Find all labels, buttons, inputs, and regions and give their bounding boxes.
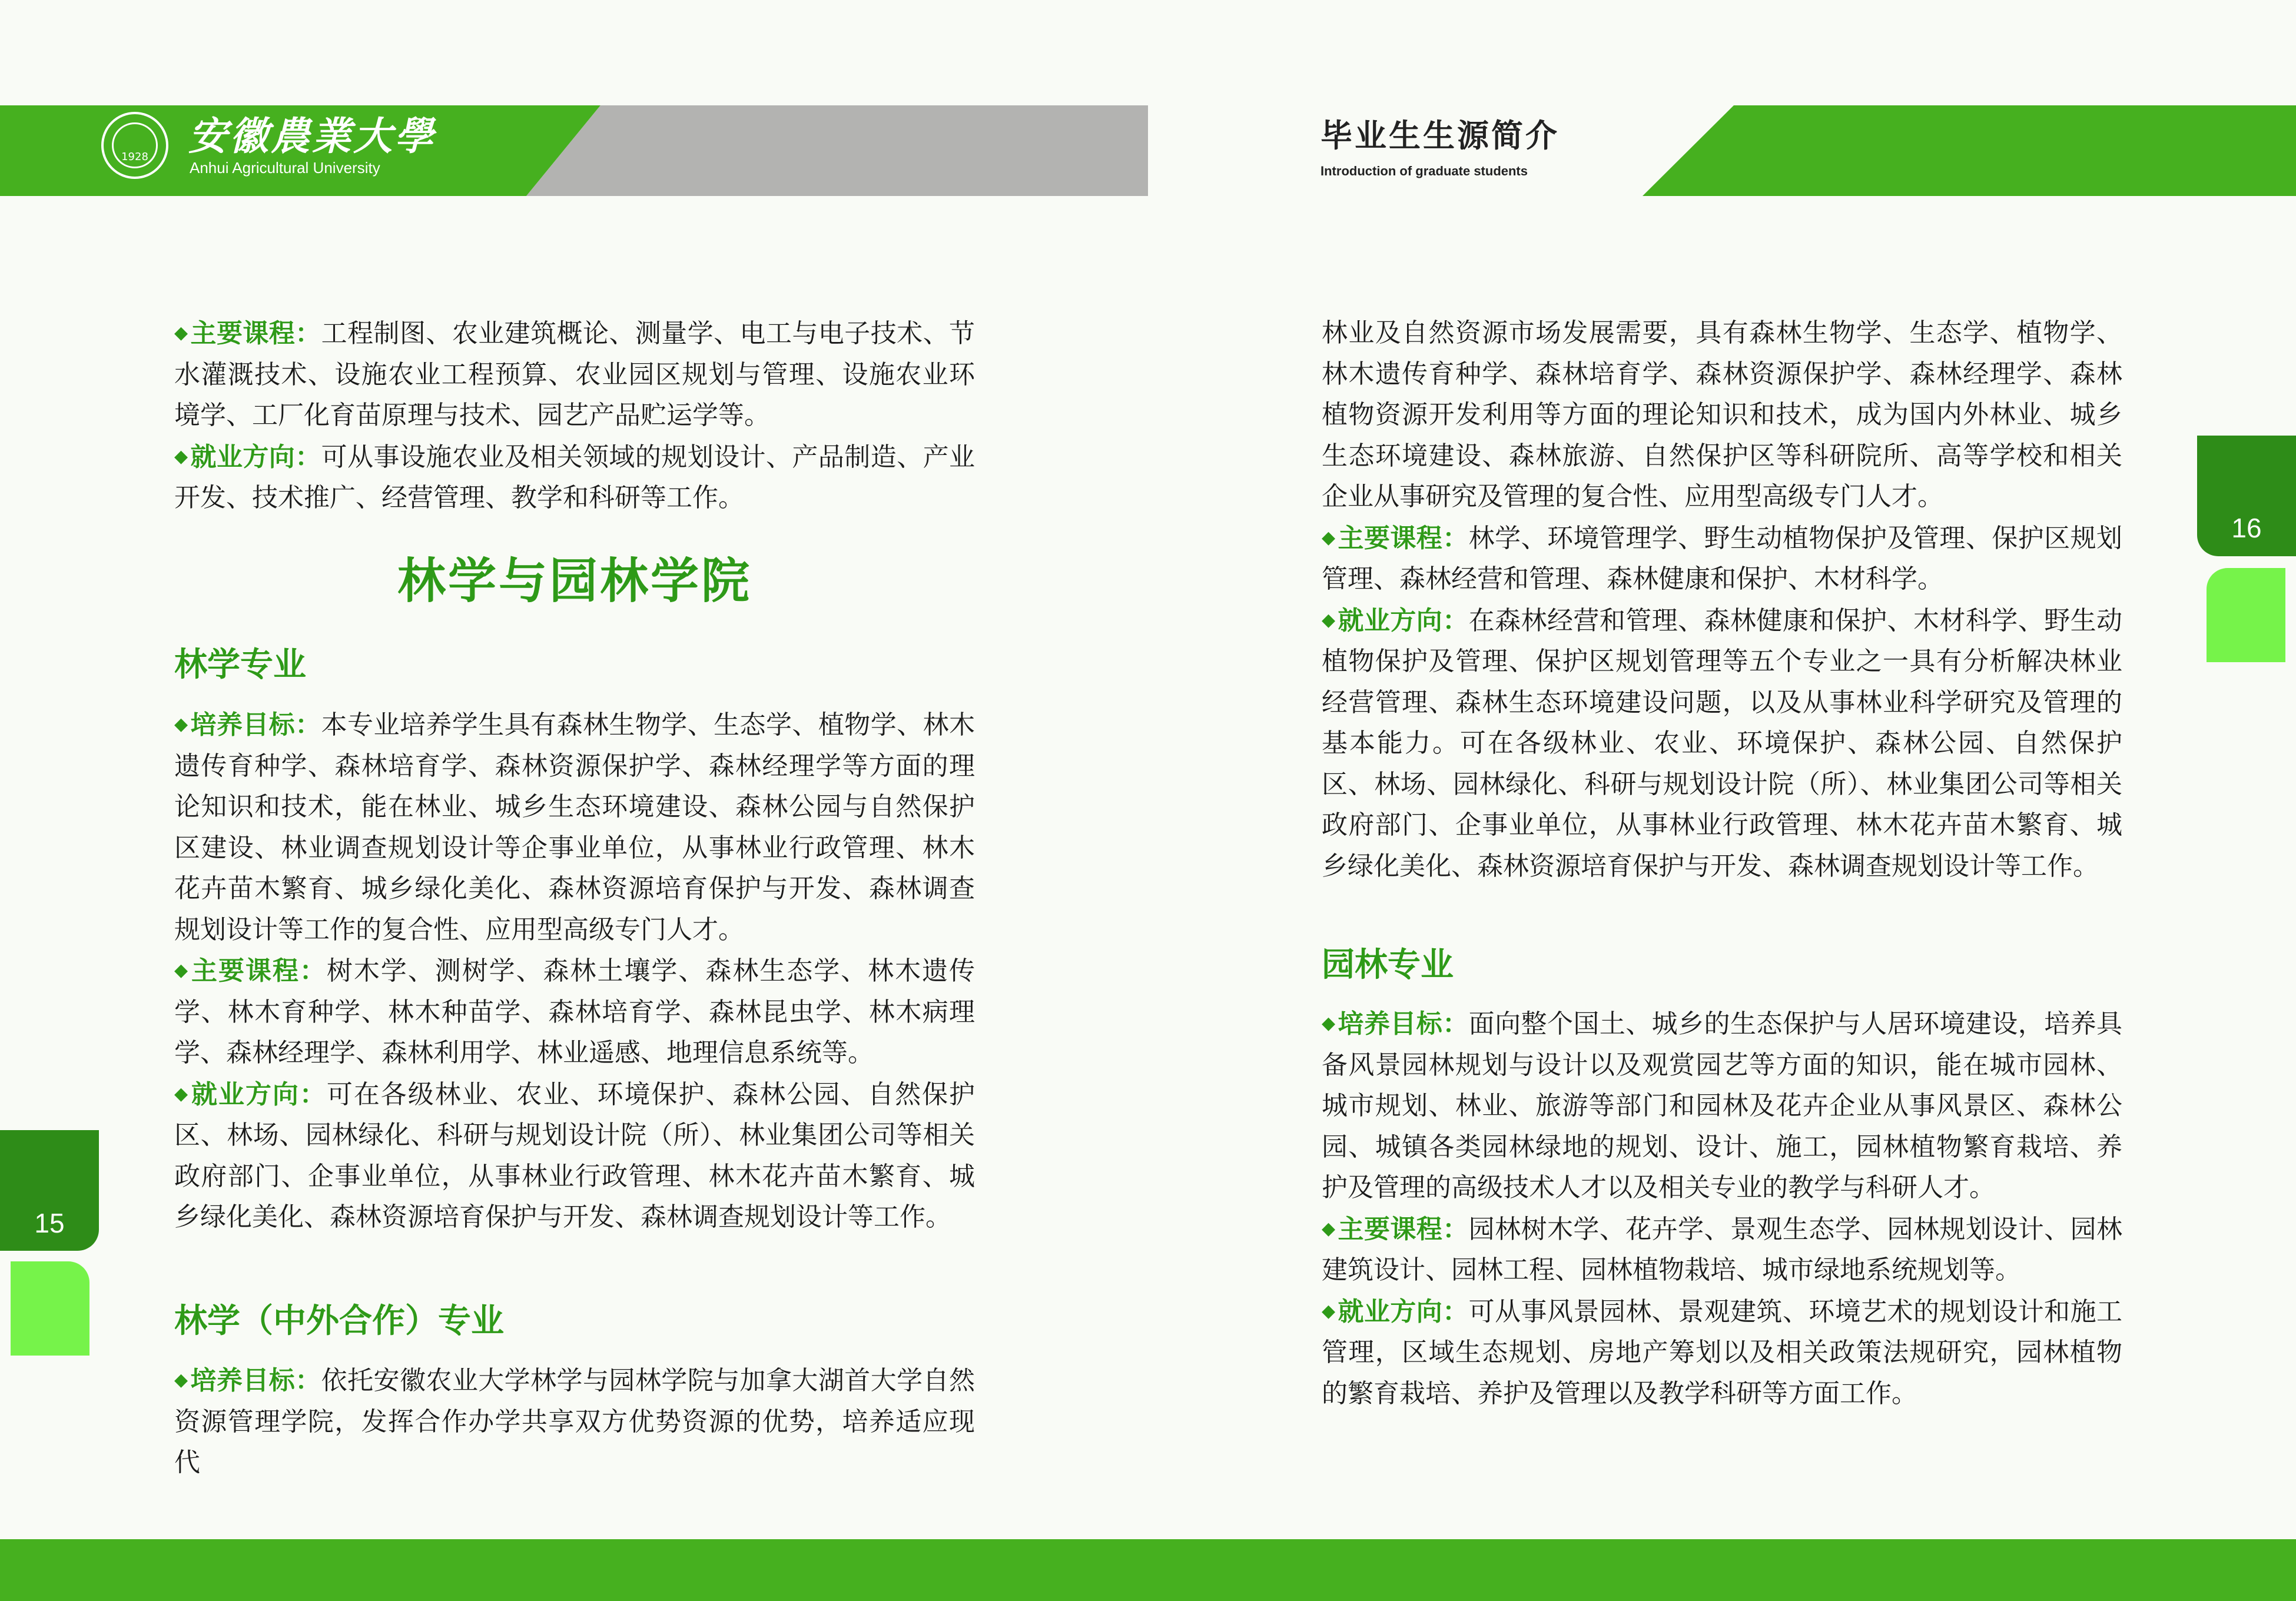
intro-jobs-paragraph: ◆就业方向：可从事设施农业及相关领域的规划设计、产品制造、产业开发、技术推广、经营管理、教学和科研等工作。 [174, 441, 976, 513]
jobs-label: 就业方向： [191, 1079, 327, 1110]
page-number-left: 15 [34, 1208, 65, 1238]
page-number-right: 16 [2231, 513, 2262, 543]
coop-goal-paragraph: ◆培养目标：依托安徽农业大学林学与园林学院与加拿大湖首大学自然资源管理学院，发挥合作办学共享双方优势资源的优势，培养适应现代 [174, 1366, 976, 1477]
jobs-text: 在森林经营和管理、森林健康和保护、木材科学、野生动植物保护及管理、保护区规划管理等五个专业之一具有分析解决林业经营管理、森林生态环境建设问题，以及从事林业科学研究及管理的基本能力。可在各级林业、农业、环境保护、森林公园、自然保护区、林场、园林绿化、科研与规划设计院（所）、林业集团公司等相关政府部门、企事业单位，从事林业行政管理、林木花卉苗木繁育、城乡绿化美化、森林资源培育保护与开发、森林调查规划设计等工作。 [1322, 605, 2123, 881]
jobs-label: 就业方向： [1338, 605, 1469, 636]
university-name-cn: 安徽農業大學 [188, 113, 436, 159]
goal-label: 培养目标： [190, 710, 321, 740]
university-name-en: Anhui Agricultural University [190, 159, 380, 177]
landscape-jobs-paragraph: ◆就业方向：可从事风景园林、景观建筑、环境艺术的规划设计和施工管理，区域生态规划、房地产筹划以及相关政策法规研究，园林植物的繁育栽培、养护及管理以及教学科研等方面工作。 [1322, 1296, 2123, 1409]
courses-label: 主要课程： [1338, 1214, 1469, 1244]
intro-courses-paragraph: ◆主要课程：工程制图、农业建筑概论、测量学、电工与电子技术、节水灌溉技术、设施农业工程预算、农业园区规划与管理、设施农业环境学、工厂化育苗原理与技术、园艺产品贮运学等。 [174, 318, 976, 430]
courses-text: 树木学、测树学、森林土壤学、森林生态学、林木遗传学、林木育种学、林木种苗学、森林培育学、森林昆虫学、林木病理学、森林经理学、森林利用学、林业遥感、地理信息系统等。 [174, 956, 976, 1068]
courses-label: 主要课程： [1338, 523, 1469, 553]
page-tab-right [2197, 436, 2296, 556]
coop-courses-paragraph: ◆主要课程：林学、环境管理学、野生动植物保护及管理、保护区规划管理、森林经营和管理、森林健康和保护、木材科学。 [1322, 523, 2123, 594]
courses-text: 林学、环境管理学、野生动植物保护及管理、保护区规划管理、森林经营和管理、森林健康和保护、木材科学。 [1322, 523, 2123, 594]
jobs-text: 可从事设施农业及相关领域的规划设计、产品制造、产业开发、技术推广、经营管理、教学和科研等工作。 [174, 441, 976, 513]
left-intro-block [174, 313, 975, 519]
jobs-label: 就业方向： [190, 441, 321, 472]
forestry-block [174, 704, 975, 1238]
goal-label: 培养目标： [190, 1366, 321, 1396]
goal-text: 依托安徽农业大学林学与园林学院与加拿大湖首大学自然资源管理学院，发挥合作办学共享双方优势资源的优势，培养适应现代 [174, 1366, 976, 1477]
major-title-coop: 林学（中外合作）专业 [174, 1302, 504, 1340]
major-title-landscape: 园林专业 [1322, 946, 1454, 984]
page-tab-left [0, 1130, 99, 1251]
courses-label: 主要课程： [191, 956, 327, 986]
seal-year: 1928 [112, 122, 158, 168]
landscape-courses-paragraph: ◆主要课程：园林树木学、花卉学、景观生态学、园林规划设计、园林建筑设计、园林工程、园林植物栽培、城市绿地系统规划等。 [1322, 1214, 2123, 1285]
college-title: 林学与园林学院 [397, 553, 752, 609]
goal-text: 面向整个国土、城乡的生态保护与人居环境建设，培养具备风景园林规划与设计以及观赏园艺等方面的知识，能在城市园林、城市规划、林业、旅游等部门和园林及花卉企业从事风景区、森林公园、城镇各类园林绿地的规划、设计、施工，园林植物繁育栽培、养护及管理的高级技术人才以及相关专业的教学与科研人才。 [1322, 1009, 2123, 1203]
footer-band [0, 1539, 2296, 1601]
jobs-label: 就业方向： [1338, 1296, 1469, 1327]
forestry-goal-paragraph: ◆培养目标：本专业培养学生具有森林生物学、生态学、植物学、林木遗传育种学、森林培育学、森林资源保护学、森林经理学等方面的理论知识和技术，能在林业、城乡生态环境建设、森林公园与自然保护区建设、林业调查规划设计等企事业单位，从事林业行政管理、林木花卉苗木繁育、城乡绿化美化、森林资源培育保护与开发、森林调查规划设计等工作的复合性、应用型高级专门人才。 [174, 710, 976, 945]
jobs-text: 可从事风景园林、景观建筑、环境艺术的规划设计和施工管理，区域生态规划、房地产筹划以及相关政策法规研究，园林植物的繁育栽培、养护及管理以及教学科研等方面工作。 [1322, 1296, 2123, 1409]
page-tab-left-accent [11, 1261, 89, 1356]
coop-jobs-paragraph: ◆就业方向：在森林经营和管理、森林健康和保护、木材科学、野生动植物保护及管理、保护区规划管理等五个专业之一具有分析解决林业经营管理、森林生态环境建设问题，以及从事林业科学研究及管理的基本能力。可在各级林业、农业、环境保护、森林公园、自然保护区、林场、园林绿化、科研与规划设计院（所）、林业集团公司等相关政府部门、企事业单位，从事林业行政管理、林木花卉苗木繁育、城乡绿化美化、森林资源培育保护与开发、森林调查规划设计等工作。 [1322, 605, 2123, 881]
goal-text: 本专业培养学生具有森林生物学、生态学、植物学、林木遗传育种学、森林培育学、森林资源保护学、森林经理学等方面的理论知识和技术，能在林业、城乡生态环境建设、森林公园与自然保护区建设、林业调查规划设计等企事业单位，从事林业行政管理、林木花卉苗木繁育、城乡绿化美化、森林资源培育保护与开发、森林调查规划设计等工作的复合性、应用型高级专门人才。 [174, 710, 976, 945]
landscape-goal-paragraph: ◆培养目标：面向整个国土、城乡的生态保护与人居环境建设，培养具备风景园林规划与设计以及观赏园艺等方面的知识，能在城市园林、城市规划、林业、旅游等部门和园林及花卉企业从事风景区、森林公园、城镇各类园林绿地的规划、设计、施工，园林植物繁育栽培、养护及管理的高级技术人才以及相关专业的教学与科研人才。 [1322, 1009, 2123, 1203]
forestry-courses-paragraph: ◆主要课程：树木学、测树学、森林土壤学、森林生态学、林木遗传学、林木育种学、林木种苗学、森林培育学、森林昆虫学、林木病理学、森林经理学、森林利用学、林业遥感、地理信息系统等。 [174, 956, 976, 1068]
courses-text: 工程制图、农业建筑概论、测量学、电工与电子技术、节水灌溉技术、设施农业工程预算、农业园区规划与管理、设施农业环境学、工厂化育苗原理与技术、园艺产品贮运学等。 [174, 318, 976, 430]
section-title-en: Introduction of graduate students [1320, 164, 1528, 178]
major-title-forestry: 林学专业 [174, 646, 306, 684]
page-tab-right-accent [2207, 568, 2285, 662]
courses-label: 主要课程： [190, 318, 321, 348]
forestry-jobs-paragraph: ◆就业方向：可在各级林业、农业、环境保护、森林公园、自然保护区、林场、园林绿化、科研与规划设计院（所）、林业集团公司等相关政府部门、企事业单位，从事林业行政管理、林木花卉苗木繁育、城乡绿化美化、森林资源培育保护与开发、森林调查规划设计等工作。 [174, 1079, 976, 1232]
courses-text: 园林树木学、花卉学、景观生态学、园林规划设计、园林建筑设计、园林工程、园林植物栽培、城市绿地系统规划等。 [1322, 1214, 2123, 1285]
jobs-text: 可在各级林业、农业、环境保护、森林公园、自然保护区、林场、园林绿化、科研与规划设计院（所）、林业集团公司等相关政府部门、企事业单位，从事林业行政管理、林木花卉苗木繁育、城乡绿化美化、森林资源培育保护与开发、森林调查规划设计等工作。 [174, 1079, 976, 1232]
header-band-right [1643, 105, 2296, 196]
landscape-block [1322, 1003, 2122, 1414]
section-title-cn: 毕业生生源简介 [1320, 117, 1560, 154]
goal-label: 培养目标： [1338, 1009, 1469, 1039]
coop-block-right [1322, 313, 2122, 886]
coop-block-left [174, 1360, 975, 1483]
header-band-gray [526, 105, 1148, 196]
university-seal-icon [101, 112, 168, 179]
coop-goal-continued: 林业及自然资源市场发展需要，具有森林生物学、生态学、植物学、林木遗传育种学、森林培育学、森林资源保护学、森林经理学、森林植物资源开发利用等方面的理论知识和技术，成为国内外林业、城乡生态环境建设、森林旅游、自然保护区等科研院所、高等学校和相关企业从事研究及管理的复合性、应用型高级专门人才。 [1322, 318, 2122, 511]
